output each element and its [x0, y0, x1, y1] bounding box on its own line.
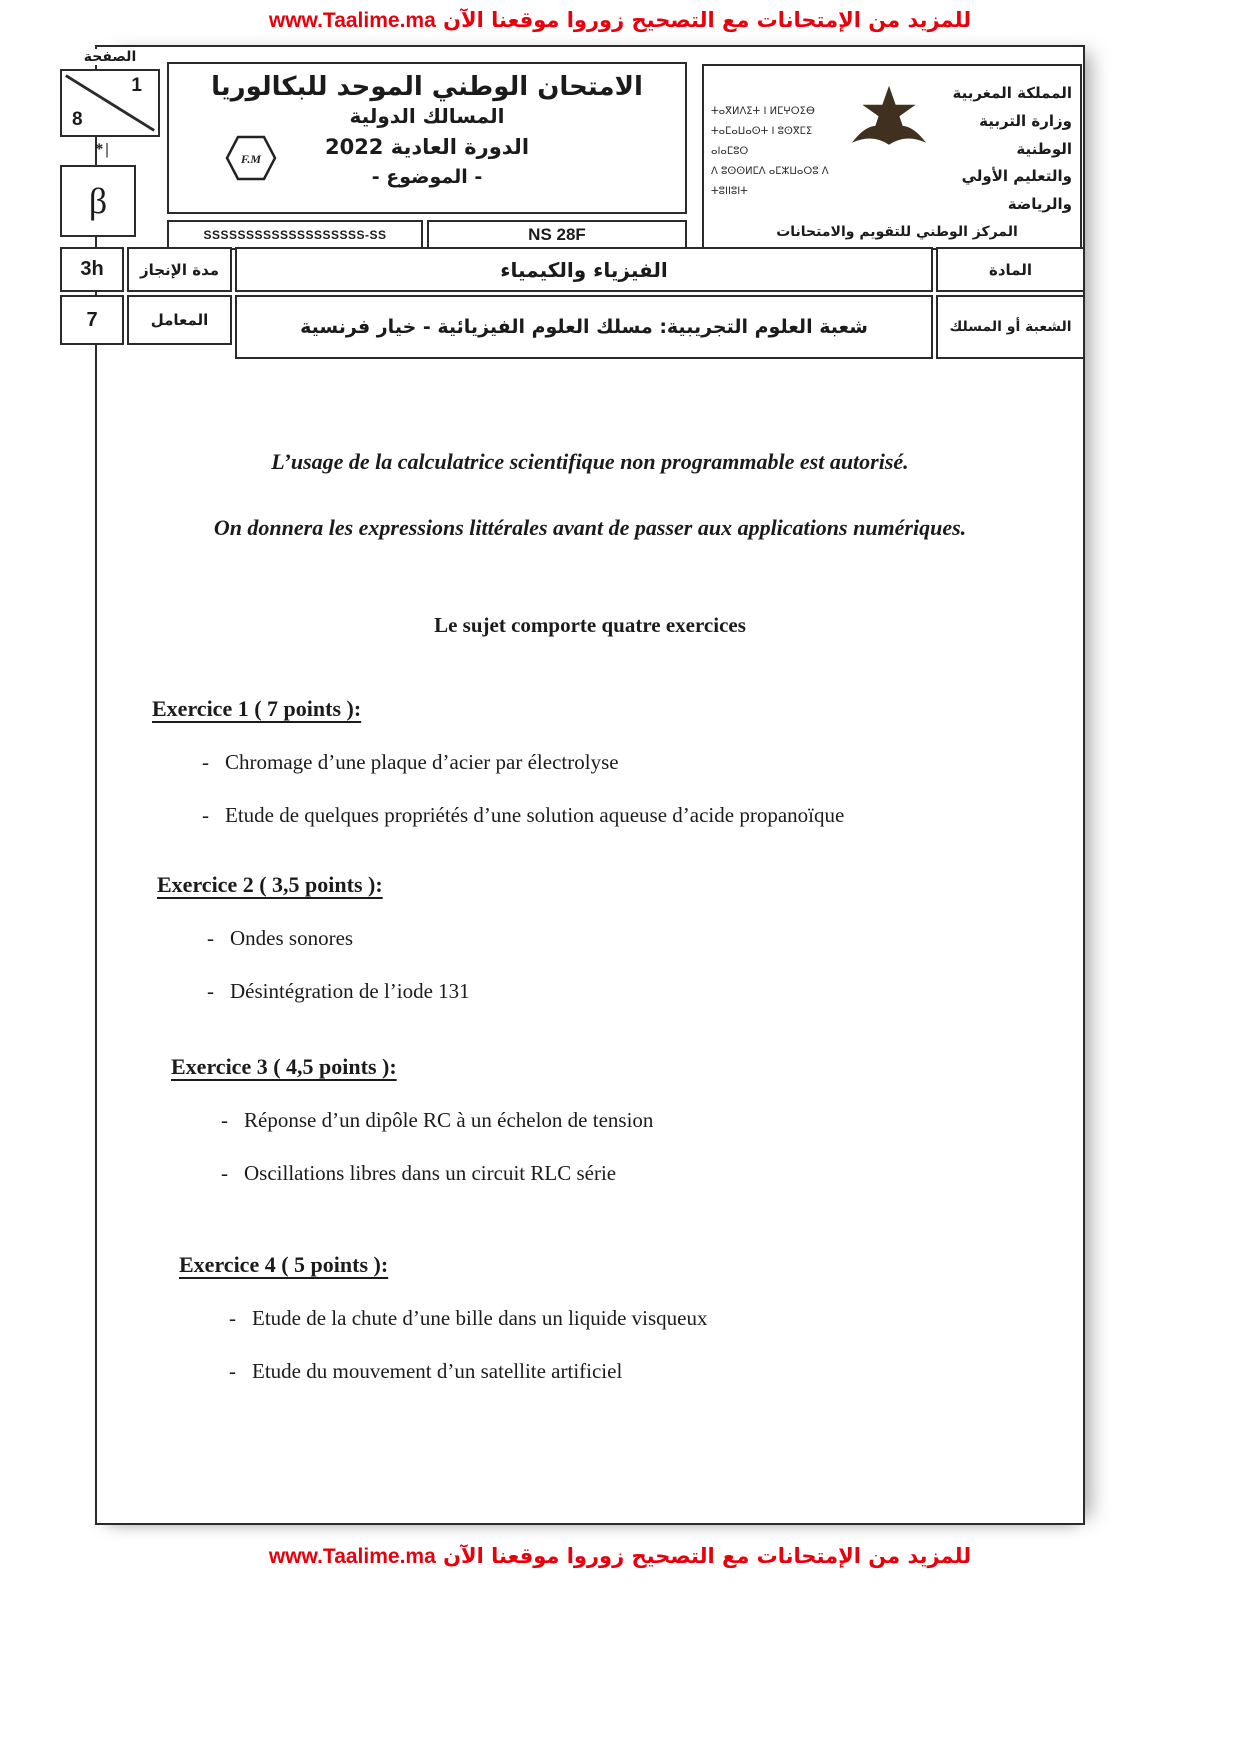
dash: - — [207, 926, 214, 950]
ministry-line: المملكة المغربية — [952, 84, 1072, 102]
ministry-footer: المركز الوطني للتقويم والامتحانات — [776, 224, 1018, 240]
dash: - — [221, 1161, 228, 1185]
exercise-2-item-1 — [207, 926, 1083, 951]
exercise-4-title: Exercice 4 ( 5 points ): — [179, 1252, 389, 1277]
tifinagh-line: ⵜⴰⴳⵍⴷⵉⵜ ⵏ ⵍⵎⵖⵔⵉⴱ — [711, 106, 815, 117]
dash: - — [207, 979, 214, 1003]
coefficient-label: المعامل — [127, 295, 232, 345]
fm-hexagon-logo — [224, 134, 278, 182]
coefficient-value: 7 — [60, 295, 124, 345]
exercise-1-item-1 — [202, 750, 1083, 775]
item-text: Ondes sonores — [230, 926, 354, 950]
ministry-box — [702, 64, 1082, 250]
ministry-lines — [920, 80, 1072, 219]
star-mark: *| — [95, 141, 111, 158]
exam-code-box — [427, 220, 687, 250]
exercise-1-title: Exercice 1 ( 7 points ): — [152, 696, 362, 721]
item-text: Etude de quelques propriétés d’une solution aqueuse d’acide propanoïque — [225, 803, 845, 827]
exam-title-line2: المسالك الدولية — [349, 104, 505, 128]
exercise-2-title: Exercice 2 ( 3,5 points ): — [157, 872, 383, 897]
duration-label: مدة الإنجاز — [127, 247, 232, 292]
page-number-box — [60, 69, 160, 137]
tifinagh-line: ⵜⴰⵎⴰⵡⴰⵙⵜ ⵏ ⵓⵙⴳⵎⵉ ⴰⵏⴰⵎⵓⵔ — [711, 126, 813, 157]
exercise-3-title: Exercice 3 ( 4,5 points ): — [171, 1054, 397, 1079]
ministry-line: والتعليم الأولي والرياضة — [961, 167, 1072, 213]
beta-symbol: β — [88, 181, 108, 221]
notice-calculator: L’usage de la calculatrice scientifique non programmable est autorisé. — [271, 449, 909, 474]
beta-symbol-box — [60, 165, 136, 237]
exercise-section-1 — [152, 696, 1083, 828]
tifinagh-text — [711, 102, 843, 202]
duration-value: 3h — [60, 247, 124, 292]
subject-label: المادة — [936, 247, 1085, 292]
taalime-banner-bottom — [0, 1544, 1240, 1569]
dash: - — [229, 1359, 236, 1383]
serial-text: SSSSSSSSSSSSSSSSSSS-SS — [203, 228, 387, 242]
exam-title-line3: الدورة العادية 2022 — [324, 135, 530, 159]
exercise-2-item-2 — [207, 979, 1083, 1004]
exercise-3-item-2 — [221, 1161, 1083, 1186]
fm-logo-text: F.M — [240, 152, 262, 166]
subject-name: الفيزياء والكيمياء — [235, 247, 933, 292]
item-text: Etude de la chute d’une bille dans un liquide visqueux — [252, 1306, 708, 1330]
page-total: 8 — [72, 109, 83, 130]
exam-paper — [72, 45, 1085, 1525]
item-text: Chromage d’une plaque d’acier par électrolyse — [225, 750, 619, 774]
exercise-4-item-1 — [229, 1306, 1083, 1331]
dash: - — [229, 1306, 236, 1330]
tifinagh-line: ⴷ ⵓⵙⵙⵍⵎⴷ ⴰⵎⵣⵡⴰⵔⵓ ⴷ ⵜⵓⵏⵏⵓⵏⵜ — [711, 166, 829, 197]
banner-url: www.Taalime.ma — [268, 1545, 436, 1568]
exam-code: NS 28F — [528, 225, 586, 244]
dash: - — [221, 1108, 228, 1132]
dash: - — [202, 803, 209, 827]
exercise-section-2 — [157, 872, 1083, 1004]
serial-strip — [167, 220, 423, 250]
exercise-section-3 — [171, 1054, 1083, 1186]
taalime-banner-top — [0, 8, 1240, 33]
banner-text: للمزيد من الإمتحانات مع التصحيح زوروا موقعنا الآن — [443, 1544, 972, 1568]
exercise-3-item-1 — [221, 1108, 1083, 1133]
banner-text: للمزيد من الإمتحانات مع التصحيح زوروا موقعنا الآن — [443, 8, 972, 32]
exam-title-line1: الامتحان الوطني الموحد للبكالوريا — [211, 72, 643, 102]
ministry-line: وزارة التربية الوطنية — [979, 111, 1072, 158]
subject-summary: Le sujet comporte quatre exercices — [434, 613, 746, 637]
dash: - — [202, 750, 209, 774]
item-text: Oscillations libres dans un circuit RLC série — [244, 1161, 617, 1185]
stream-label: الشعبة أو المسلك — [936, 295, 1085, 359]
item-text: Désintégration de l’iode 131 — [230, 979, 470, 1003]
notice-expressions: On donnera les expressions littérales avant de passer aux applications numériques. — [213, 515, 967, 540]
banner-url: www.Taalime.ma — [268, 9, 436, 32]
exercise-4-item-2 — [229, 1359, 1083, 1384]
item-text: Etude du mouvement d’un satellite artificiel — [252, 1359, 623, 1383]
stream-name: شعبة العلوم التجريبية: مسلك العلوم الفيزيائية - خيار فرنسية — [235, 295, 933, 359]
page-label: الصفحة — [60, 49, 160, 65]
page-number: 1 — [131, 75, 142, 96]
exam-title-box — [167, 62, 687, 214]
exercise-section-4 — [179, 1252, 1083, 1384]
item-text: Réponse d’un dipôle RC à un échelon de tension — [244, 1108, 654, 1132]
exam-summary-body — [97, 377, 1083, 1384]
exercise-1-item-2 — [202, 803, 1083, 828]
exam-title-line4: - الموضوع - — [371, 166, 483, 188]
